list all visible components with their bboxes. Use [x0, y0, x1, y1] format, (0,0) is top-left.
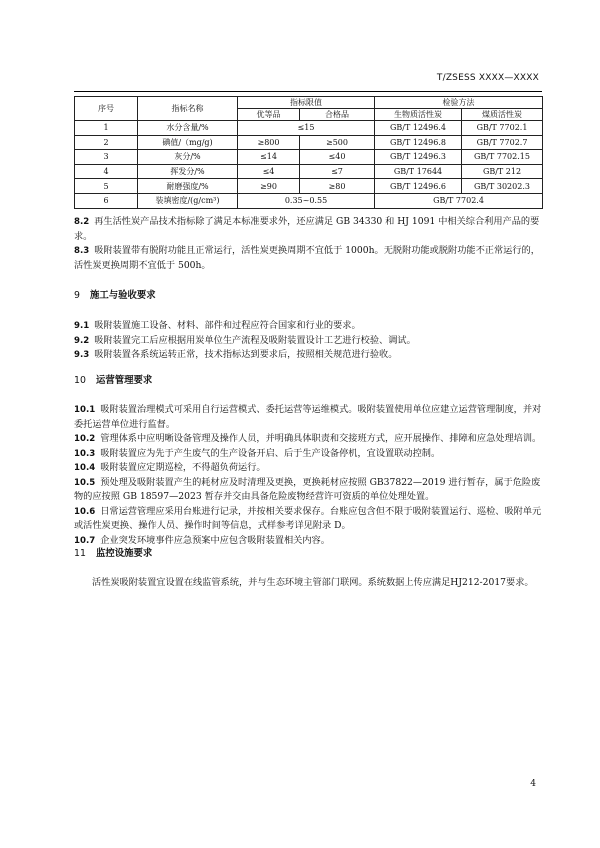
- cell-qualified: ≤7: [300, 164, 375, 179]
- clause-text: 吸附装置各系统运转正常，技术指标达到要求后，按照相关规范进行验收。: [94, 349, 398, 360]
- cell-bio: GB/T 12496.6: [375, 179, 462, 194]
- cell-bio: GB/T 12496.8: [375, 135, 462, 150]
- cell-qualified: ≥500: [300, 135, 375, 150]
- clause-text: 管理体系中应明晰设备管理及操作人员，并明确具体职责和交接班方式，应开展操作、排障和应急处理培训。: [100, 433, 542, 444]
- section-title: 施工与验收要求: [89, 290, 156, 301]
- page-number: 4: [530, 779, 536, 789]
- cell-no: 5: [75, 179, 138, 194]
- cell-qualified: ≥80: [300, 179, 375, 194]
- document-code: T/ZSESS XXXX—XXXX: [436, 73, 539, 83]
- col-header-method: 检验方法: [375, 97, 543, 109]
- cell-method: GB/T 7702.4: [375, 193, 543, 208]
- cell-excellent: ≤14: [238, 150, 300, 165]
- cell-no: 6: [75, 193, 138, 208]
- section-number: 11: [74, 548, 86, 559]
- clause-number: 10.2: [74, 434, 96, 444]
- header-rule: [74, 91, 542, 92]
- cell-bio: GB/T 12496.3: [375, 150, 462, 165]
- cell-name: 水分含量/%: [138, 121, 238, 136]
- table-row: [75, 164, 543, 179]
- cell-excellent: ≥90: [238, 179, 300, 194]
- table-row: [75, 179, 543, 194]
- clause-text: 吸附装置应为先于产生废气的生产设备开启、后于生产设备停机，宜设置联动控制。: [100, 447, 441, 459]
- clause-10-5: [74, 476, 542, 505]
- section-title: 运营管理要求: [95, 375, 153, 386]
- section-9-heading: [74, 289, 542, 304]
- cell-no: 2: [75, 135, 138, 150]
- cell-name: 碘值/（mg/g): [138, 135, 238, 150]
- subheader-excellent: 优等品: [238, 109, 300, 121]
- clause-number: 10.1: [74, 405, 96, 415]
- cell-coal: GB/T 7702.1: [462, 121, 543, 136]
- clause-10-2: [74, 432, 542, 447]
- clause-text: 吸附装置应定期巡检，不得超负荷运行。: [100, 462, 266, 473]
- cell-no: 3: [75, 150, 138, 165]
- cell-qualified: ≤40: [300, 150, 375, 165]
- cell-coal: GB/T 212: [462, 164, 543, 179]
- clause-10-4: [74, 461, 542, 476]
- subheader-qualified: 合格品: [300, 109, 375, 121]
- cell-no: 4: [75, 164, 138, 179]
- clause-text: 吸附装置完工后应根据用炭单位生产流程及吸附装置设计工艺进行校验、调试。: [94, 334, 416, 346]
- cell-coal: GB/T 7702.15: [462, 150, 543, 165]
- section-number: 10: [74, 375, 86, 386]
- clause-8-2: [74, 215, 542, 244]
- clause-number: 8.2: [74, 217, 90, 227]
- cell-name: 装填密度/(g/cm³): [138, 193, 238, 208]
- subheader-coal: 煤质活性炭: [462, 109, 543, 121]
- cell-no: 1: [75, 121, 138, 136]
- col-header-name: 指标名称: [138, 97, 238, 121]
- activated-carbon-spec-table: [74, 96, 543, 209]
- section-number: 9: [74, 290, 80, 301]
- cell-coal: GB/T 30202.3: [462, 179, 543, 194]
- cell-name: 耐磨强度/%: [138, 179, 238, 194]
- clause-text: 再生活性炭产品技术指标除了满足本标准要求外，还应满足 GB 34330 和 HJ 1091 中相关综合利用产品的要求。: [74, 216, 540, 242]
- col-header-limit: 指标限值: [238, 97, 375, 109]
- clause-9-2: [74, 334, 542, 349]
- cell-limit: ≤15: [238, 121, 375, 136]
- clause-9-3: [74, 348, 542, 363]
- col-header-no: 序号: [75, 97, 138, 121]
- paragraph-monitoring: 活性炭吸附装置宜设置在线监管系统，并与生态环境主管部门联网。系统数据上传应满足HJ212-2017要求。: [92, 577, 534, 588]
- clause-number: 9.3: [74, 350, 90, 360]
- clause-number: 10.3: [74, 448, 96, 459]
- clause-10-1: [74, 403, 542, 432]
- clause-number: 10.7: [74, 535, 96, 546]
- cell-bio: GB/T 17644: [375, 164, 462, 179]
- section-10-heading: [74, 374, 542, 389]
- clause-text: 吸附装置施工设备、材料、部件和过程应符合国家和行业的要求。: [94, 320, 361, 331]
- cell-excellent: ≥800: [238, 135, 300, 150]
- clause-10-7: [74, 534, 542, 549]
- clause-10-3: [74, 447, 542, 462]
- clauses-8: [74, 215, 542, 273]
- table-row: [75, 193, 543, 208]
- clause-text: 日常运营管理应采用台账进行记录，并按相关要求保存。台账应包含但不限于吸附装置运行、巡检、吸附单元或活性炭更换、操作人员、操作时间等信息，式样参考详见附录 D。: [74, 505, 542, 531]
- clause-10-6: [74, 505, 542, 534]
- clause-text: 预处理及吸附装置产生的耗材应及时清理及更换，更换耗材应按照 GB37822—2019 进行暂存，属于危险废物的应按照 GB 18597—2023 暂存并交由具备危险废物经营许可资质的单位处理处置。: [74, 476, 541, 502]
- cell-excellent: ≤4: [238, 164, 300, 179]
- section-title: 监控设施要求: [95, 548, 153, 559]
- clause-number: 9.2: [74, 335, 90, 346]
- clause-9-1: [74, 319, 542, 334]
- subheader-bio: 生物质活性炭: [375, 109, 462, 121]
- clause-number: 10.4: [74, 463, 96, 473]
- table-row: [75, 150, 543, 165]
- clause-number: 8.3: [74, 246, 90, 256]
- section-11-heading: [74, 547, 542, 562]
- clause-number: 9.1: [74, 321, 90, 331]
- table-row: [75, 121, 543, 136]
- cell-coal: GB/T 7702.7: [462, 135, 543, 150]
- clauses-9: [74, 319, 542, 363]
- clause-text: 企业突发环境事件应急预案中应包含吸附装置相关内容。: [100, 534, 330, 546]
- cell-name: 挥发分/%: [138, 164, 238, 179]
- cell-bio: GB/T 12496.4: [375, 121, 462, 136]
- clause-number: 10.5: [74, 477, 96, 488]
- section-11-body: [74, 576, 542, 591]
- clause-8-3: [74, 244, 542, 273]
- cell-limit: 0.35~0.55: [238, 193, 375, 208]
- clauses-10: [74, 403, 542, 548]
- clause-text: 吸附装置治理模式可采用自行运营模式、委托运营等运维模式。吸附装置使用单位应建立运营管理制度，并对委托运营单位进行监督。: [74, 404, 542, 430]
- clause-text: 吸附装置带有脱附功能且正常运行，活性炭更换周期不宜低于 1000h。无脱附功能或脱附功能不正常运行的，活性炭更换周期不宜低于 500h。: [74, 245, 540, 271]
- clause-number: 10.6: [74, 506, 96, 517]
- cell-name: 灰分/%: [138, 150, 238, 165]
- table-row: [75, 135, 543, 150]
- table-header-row: [75, 97, 543, 109]
